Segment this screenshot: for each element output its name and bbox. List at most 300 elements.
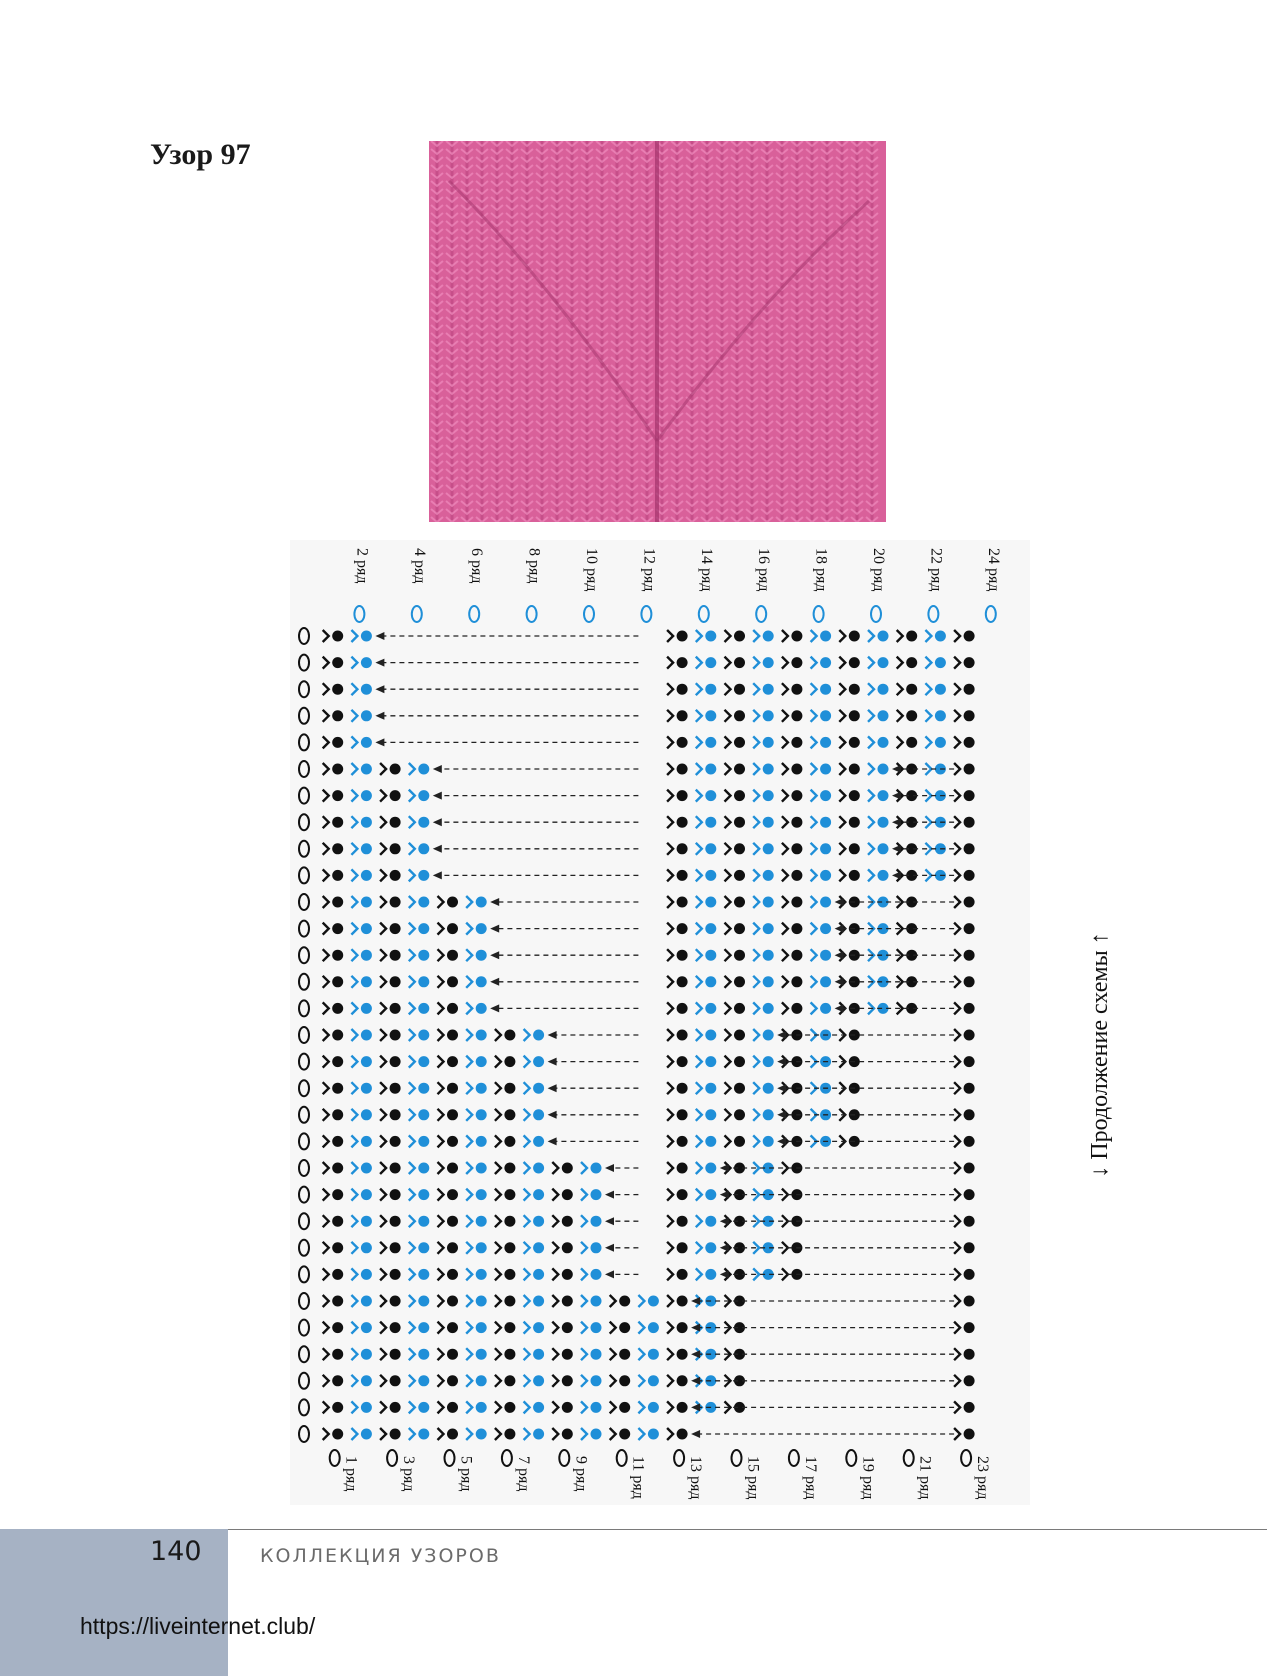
dashed-arrow bbox=[433, 845, 639, 853]
top-yarn-over-symbol bbox=[354, 606, 364, 622]
stitch-symbol bbox=[323, 683, 344, 695]
odd-row-label: 23 ряд bbox=[974, 1456, 992, 1500]
stitch-symbol bbox=[552, 1322, 573, 1334]
stitch-symbol bbox=[323, 630, 344, 642]
stitch-symbol bbox=[725, 949, 746, 961]
stitch-symbol bbox=[581, 1189, 602, 1201]
bottom-yarn-over-symbol bbox=[330, 1450, 340, 1466]
stitch-symbol bbox=[868, 843, 889, 855]
yarn-over-symbol bbox=[299, 761, 309, 777]
stitch-symbol bbox=[753, 1109, 774, 1121]
stitch-symbol bbox=[782, 816, 803, 828]
stitch-symbol bbox=[696, 1029, 717, 1041]
stitch-symbol bbox=[323, 976, 344, 988]
dashed-arrow bbox=[433, 765, 639, 773]
bottom-yarn-over-symbol bbox=[559, 1450, 569, 1466]
stitch-symbol bbox=[782, 790, 803, 802]
stitch-symbol bbox=[409, 1162, 430, 1174]
stitch-symbol bbox=[667, 976, 688, 988]
stitch-symbol bbox=[351, 1242, 372, 1254]
stitch-symbol bbox=[323, 1002, 344, 1014]
stitch-symbol bbox=[524, 1268, 545, 1280]
stitch-symbol bbox=[351, 1428, 372, 1440]
stitch-symbol bbox=[552, 1162, 573, 1174]
stitch-symbol bbox=[323, 896, 344, 908]
stitch-symbol bbox=[954, 896, 975, 908]
yarn-over-symbol bbox=[299, 867, 309, 883]
arrow-up-icon: ↑ bbox=[1087, 932, 1113, 951]
yarn-over-symbol bbox=[299, 681, 309, 697]
stitch-symbol bbox=[409, 790, 430, 802]
pattern-title: Узор 97 bbox=[150, 138, 251, 171]
stitch-symbol bbox=[380, 1215, 401, 1227]
stitch-symbol bbox=[380, 1295, 401, 1307]
stitch-symbol bbox=[323, 1056, 344, 1068]
stitch-symbol bbox=[524, 1428, 545, 1440]
stitch-symbol bbox=[839, 657, 860, 669]
stitch-symbol bbox=[753, 1056, 774, 1068]
stitch-symbol bbox=[438, 1268, 459, 1280]
even-row-label: 8 ряд bbox=[525, 548, 543, 584]
stitch-symbol bbox=[323, 1322, 344, 1334]
stitch-symbol bbox=[466, 1375, 487, 1387]
stitch-symbol bbox=[351, 1322, 372, 1334]
stitch-symbol bbox=[351, 1056, 372, 1068]
stitch-symbol bbox=[868, 736, 889, 748]
stitch-symbol bbox=[552, 1401, 573, 1413]
stitch-symbol bbox=[323, 1189, 344, 1201]
stitch-symbol bbox=[868, 657, 889, 669]
stitch-symbol bbox=[811, 869, 832, 881]
stitch-symbol bbox=[524, 1135, 545, 1147]
stitch-symbol bbox=[466, 1002, 487, 1014]
stitch-symbol bbox=[811, 657, 832, 669]
stitch-symbol bbox=[438, 1295, 459, 1307]
stitch-symbol bbox=[466, 1029, 487, 1041]
stitch-symbol bbox=[696, 630, 717, 642]
dashed-arrow bbox=[777, 1111, 954, 1119]
stitch-symbol bbox=[782, 630, 803, 642]
stitch-symbol bbox=[351, 1375, 372, 1387]
yarn-over-symbol bbox=[299, 947, 309, 963]
stitch-symbol bbox=[954, 657, 975, 669]
stitch-symbol bbox=[495, 1109, 516, 1121]
stitch-symbol bbox=[667, 1109, 688, 1121]
stitch-symbol bbox=[380, 1162, 401, 1174]
stitch-symbol bbox=[552, 1375, 573, 1387]
stitch-symbol bbox=[667, 896, 688, 908]
odd-row-label: 3 ряд bbox=[400, 1456, 418, 1492]
stitch-symbol bbox=[581, 1295, 602, 1307]
yarn-over-symbol bbox=[299, 921, 309, 937]
stitch-symbol bbox=[438, 1322, 459, 1334]
stitch-symbol bbox=[638, 1322, 659, 1334]
stitch-symbol bbox=[323, 1082, 344, 1094]
stitch-symbol bbox=[495, 1375, 516, 1387]
stitch-symbol bbox=[323, 1215, 344, 1227]
stitch-symbol bbox=[868, 630, 889, 642]
stitch-symbol bbox=[753, 1002, 774, 1014]
stitch-symbol bbox=[323, 1135, 344, 1147]
top-yarn-over-symbol bbox=[584, 606, 594, 622]
odd-row-label: 1 ряд bbox=[342, 1456, 360, 1492]
stitch-symbol bbox=[868, 710, 889, 722]
stitch-symbol bbox=[495, 1428, 516, 1440]
top-yarn-over-symbol bbox=[871, 606, 881, 622]
yarn-over-symbol bbox=[299, 1133, 309, 1149]
stitch-symbol bbox=[696, 736, 717, 748]
stitch-symbol bbox=[954, 710, 975, 722]
stitch-symbol bbox=[954, 1401, 975, 1413]
yarn-over-symbol bbox=[299, 841, 309, 857]
yarn-over-symbol bbox=[299, 655, 309, 671]
stitch-symbol bbox=[696, 949, 717, 961]
stitch-symbol bbox=[610, 1348, 631, 1360]
stitch-symbol bbox=[954, 1056, 975, 1068]
stitch-symbol bbox=[438, 1135, 459, 1147]
stitch-symbol bbox=[351, 790, 372, 802]
stitch-symbol bbox=[753, 976, 774, 988]
stitch-symbol bbox=[667, 630, 688, 642]
odd-row-label: 19 ряд bbox=[859, 1456, 877, 1500]
stitch-symbol bbox=[438, 1162, 459, 1174]
bottom-yarn-over-symbol bbox=[674, 1450, 684, 1466]
stitch-symbol bbox=[753, 843, 774, 855]
dashed-arrow bbox=[375, 738, 638, 746]
stitch-symbol bbox=[380, 790, 401, 802]
stitch-symbol bbox=[638, 1428, 659, 1440]
stitch-symbol bbox=[409, 949, 430, 961]
stitch-symbol bbox=[380, 1401, 401, 1413]
dashed-arrow bbox=[433, 871, 639, 879]
stitch-symbol bbox=[753, 1082, 774, 1094]
stitch-symbol bbox=[466, 1295, 487, 1307]
stitch-symbol bbox=[581, 1242, 602, 1254]
stitch-symbol bbox=[323, 1242, 344, 1254]
stitch-symbol bbox=[667, 1215, 688, 1227]
stitch-symbol bbox=[667, 763, 688, 775]
stitch-symbol bbox=[667, 1242, 688, 1254]
top-yarn-over-symbol bbox=[928, 606, 938, 622]
stitch-symbol bbox=[466, 896, 487, 908]
stitch-symbol bbox=[954, 1162, 975, 1174]
stitch-symbol bbox=[409, 869, 430, 881]
stitch-symbol bbox=[466, 1135, 487, 1147]
stitch-symbol bbox=[782, 710, 803, 722]
stitch-symbol bbox=[925, 710, 946, 722]
even-row-label: 2 ряд bbox=[353, 548, 371, 584]
stitch-symbol bbox=[351, 843, 372, 855]
bottom-yarn-over-symbol bbox=[961, 1450, 971, 1466]
stitch-symbol bbox=[380, 1135, 401, 1147]
stitch-symbol bbox=[696, 1056, 717, 1068]
stitch-symbol bbox=[466, 1056, 487, 1068]
stitch-symbol bbox=[495, 1189, 516, 1201]
stitch-symbol bbox=[667, 1428, 688, 1440]
stitch-symbol bbox=[323, 710, 344, 722]
stitch-symbol bbox=[954, 843, 975, 855]
yarn-over-symbol bbox=[299, 974, 309, 990]
stitch-symbol bbox=[323, 657, 344, 669]
stitch-symbol bbox=[811, 683, 832, 695]
stitch-symbol bbox=[725, 790, 746, 802]
dashed-arrow bbox=[605, 1191, 638, 1199]
stitch-symbol bbox=[839, 790, 860, 802]
stitch-symbol bbox=[438, 896, 459, 908]
stitch-symbol bbox=[954, 1295, 975, 1307]
dashed-arrow bbox=[433, 818, 639, 826]
continuation-text: Продолжение схемы bbox=[1087, 950, 1113, 1160]
stitch-symbol bbox=[667, 790, 688, 802]
stitch-symbol bbox=[897, 657, 918, 669]
dashed-arrow bbox=[548, 1031, 639, 1039]
stitch-symbol bbox=[466, 1348, 487, 1360]
stitch-symbol bbox=[696, 816, 717, 828]
stitch-symbol bbox=[696, 1002, 717, 1014]
stitch-symbol bbox=[725, 1135, 746, 1147]
stitch-symbol bbox=[811, 763, 832, 775]
stitch-symbol bbox=[696, 1189, 717, 1201]
stitch-symbol bbox=[323, 1401, 344, 1413]
stitch-symbol bbox=[667, 1135, 688, 1147]
stitch-symbol bbox=[897, 630, 918, 642]
stitch-symbol bbox=[351, 1135, 372, 1147]
stitch-symbol bbox=[696, 1268, 717, 1280]
dashed-arrow bbox=[375, 712, 638, 720]
stitch-symbol bbox=[954, 949, 975, 961]
stitch-symbol bbox=[409, 1295, 430, 1307]
stitch-symbol bbox=[380, 843, 401, 855]
stitch-symbol bbox=[351, 1189, 372, 1201]
yarn-over-symbol bbox=[299, 1000, 309, 1016]
stitch-symbol bbox=[495, 1056, 516, 1068]
dashed-arrow bbox=[605, 1270, 638, 1278]
dashed-arrow bbox=[490, 978, 638, 986]
odd-row-label: 7 ряд bbox=[514, 1456, 532, 1492]
stitch-symbol bbox=[351, 1348, 372, 1360]
stitch-symbol bbox=[696, 896, 717, 908]
yarn-over-symbol bbox=[299, 1213, 309, 1229]
dashed-arrow bbox=[691, 1430, 954, 1438]
stitch-symbol bbox=[811, 630, 832, 642]
stitch-symbol bbox=[351, 816, 372, 828]
yarn-over-symbol bbox=[299, 788, 309, 804]
top-yarn-over-symbol bbox=[814, 606, 824, 622]
stitch-symbol bbox=[696, 1082, 717, 1094]
stitch-symbol bbox=[524, 1401, 545, 1413]
dashed-arrow bbox=[777, 1084, 954, 1092]
stitch-symbol bbox=[725, 763, 746, 775]
stitch-symbol bbox=[438, 1428, 459, 1440]
dashed-arrow bbox=[548, 1137, 639, 1145]
stitch-symbol bbox=[725, 1056, 746, 1068]
stitch-symbol bbox=[409, 816, 430, 828]
yarn-over-symbol bbox=[299, 1426, 309, 1442]
top-yarn-over-symbol bbox=[756, 606, 766, 622]
bottom-yarn-over-symbol bbox=[904, 1450, 914, 1466]
stitch-symbol bbox=[581, 1375, 602, 1387]
stitch-symbol bbox=[667, 736, 688, 748]
stitch-symbol bbox=[524, 1348, 545, 1360]
stitch-symbol bbox=[782, 1002, 803, 1014]
stitch-symbol bbox=[409, 1322, 430, 1334]
stitch-symbol bbox=[552, 1242, 573, 1254]
stitch-symbol bbox=[323, 1162, 344, 1174]
stitch-symbol bbox=[868, 763, 889, 775]
stitch-symbol bbox=[696, 1162, 717, 1174]
stitch-symbol bbox=[954, 790, 975, 802]
stitch-symbol bbox=[351, 736, 372, 748]
stitch-symbol bbox=[581, 1348, 602, 1360]
stitch-symbol bbox=[552, 1215, 573, 1227]
stitch-symbol bbox=[581, 1401, 602, 1413]
stitch-symbol bbox=[380, 1109, 401, 1121]
stitch-symbol bbox=[954, 1082, 975, 1094]
stitch-symbol bbox=[696, 790, 717, 802]
stitch-symbol bbox=[323, 1029, 344, 1041]
stitch-symbol bbox=[638, 1401, 659, 1413]
odd-row-label: 9 ряд bbox=[572, 1456, 590, 1492]
stitch-symbol bbox=[438, 1348, 459, 1360]
stitch-symbol bbox=[753, 763, 774, 775]
stitch-symbol bbox=[696, 976, 717, 988]
stitch-symbol bbox=[323, 843, 344, 855]
stitch-symbol bbox=[954, 816, 975, 828]
stitch-symbol bbox=[954, 1135, 975, 1147]
yarn-over-symbol bbox=[299, 1107, 309, 1123]
stitch-symbol bbox=[409, 1056, 430, 1068]
stitch-symbol bbox=[524, 1189, 545, 1201]
stitch-symbol bbox=[409, 1029, 430, 1041]
stitch-symbol bbox=[438, 1002, 459, 1014]
stitch-symbol bbox=[351, 657, 372, 669]
stitch-symbol bbox=[868, 869, 889, 881]
stitch-symbol bbox=[725, 1002, 746, 1014]
stitch-symbol bbox=[323, 1268, 344, 1280]
even-row-label: 4 ряд bbox=[410, 548, 428, 584]
stitch-symbol bbox=[495, 1401, 516, 1413]
yarn-over-symbol bbox=[299, 814, 309, 830]
stitch-symbol bbox=[466, 1401, 487, 1413]
stitch-symbol bbox=[495, 1322, 516, 1334]
stitch-symbol bbox=[839, 869, 860, 881]
stitch-symbol bbox=[954, 736, 975, 748]
odd-row-label: 21 ряд bbox=[916, 1456, 934, 1500]
stitch-symbol bbox=[552, 1428, 573, 1440]
stitch-symbol bbox=[438, 1189, 459, 1201]
stitch-symbol bbox=[351, 869, 372, 881]
stitch-symbol bbox=[409, 1082, 430, 1094]
stitch-symbol bbox=[409, 1428, 430, 1440]
stitch-symbol bbox=[897, 710, 918, 722]
stitch-symbol bbox=[667, 710, 688, 722]
stitch-symbol bbox=[466, 1322, 487, 1334]
knitting-chart bbox=[290, 540, 1030, 1505]
stitch-symbol bbox=[667, 949, 688, 961]
stitch-symbol bbox=[351, 1295, 372, 1307]
stitch-symbol bbox=[351, 1109, 372, 1121]
stitch-symbol bbox=[753, 657, 774, 669]
stitch-symbol bbox=[438, 976, 459, 988]
stitch-symbol bbox=[667, 1189, 688, 1201]
page-number: 140 bbox=[150, 1536, 202, 1567]
odd-row-label: 17 ряд bbox=[801, 1456, 819, 1500]
stitch-symbol bbox=[351, 976, 372, 988]
stitch-symbol bbox=[409, 896, 430, 908]
stitch-symbol bbox=[409, 1348, 430, 1360]
stitch-symbol bbox=[351, 923, 372, 935]
stitch-symbol bbox=[638, 1295, 659, 1307]
stitch-symbol bbox=[323, 923, 344, 935]
stitch-symbol bbox=[438, 1215, 459, 1227]
top-yarn-over-symbol bbox=[527, 606, 537, 622]
knitted-sample-photo bbox=[429, 141, 886, 522]
stitch-symbol bbox=[868, 683, 889, 695]
stitch-symbol bbox=[466, 923, 487, 935]
stitch-symbol bbox=[351, 1215, 372, 1227]
stitch-symbol bbox=[409, 1401, 430, 1413]
bottom-yarn-over-symbol bbox=[617, 1450, 627, 1466]
stitch-symbol bbox=[753, 949, 774, 961]
stitch-symbol bbox=[753, 790, 774, 802]
bottom-yarn-over-symbol bbox=[387, 1450, 397, 1466]
stitch-symbol bbox=[351, 763, 372, 775]
stitch-symbol bbox=[667, 923, 688, 935]
stitch-symbol bbox=[495, 1215, 516, 1227]
dashed-arrow bbox=[375, 659, 638, 667]
stitch-symbol bbox=[438, 949, 459, 961]
stitch-symbol bbox=[581, 1428, 602, 1440]
stitch-symbol bbox=[495, 1135, 516, 1147]
stitch-symbol bbox=[438, 1401, 459, 1413]
stitch-symbol bbox=[438, 1109, 459, 1121]
stitch-symbol bbox=[782, 736, 803, 748]
stitch-symbol bbox=[954, 1109, 975, 1121]
bottom-yarn-over-symbol bbox=[789, 1450, 799, 1466]
stitch-symbol bbox=[495, 1268, 516, 1280]
stitch-symbol bbox=[409, 1242, 430, 1254]
stitch-symbol bbox=[466, 1109, 487, 1121]
stitch-symbol bbox=[753, 869, 774, 881]
stitch-symbol bbox=[466, 1189, 487, 1201]
stitch-symbol bbox=[380, 949, 401, 961]
section-title: КОЛЛЕКЦИЯ УЗОРОВ bbox=[260, 1545, 501, 1567]
top-yarn-over-symbol bbox=[412, 606, 422, 622]
bottom-yarn-over-symbol bbox=[502, 1450, 512, 1466]
stitch-symbol bbox=[581, 1322, 602, 1334]
stitch-symbol bbox=[438, 923, 459, 935]
stitch-symbol bbox=[409, 1002, 430, 1014]
stitch-symbol bbox=[954, 630, 975, 642]
stitch-symbol bbox=[323, 1109, 344, 1121]
stitch-symbol bbox=[380, 1322, 401, 1334]
dashed-arrow bbox=[490, 898, 638, 906]
stitch-symbol bbox=[351, 1029, 372, 1041]
dashed-arrow bbox=[490, 1004, 638, 1012]
stitch-symbol bbox=[925, 657, 946, 669]
stitch-symbol bbox=[696, 1135, 717, 1147]
yarn-over-symbol bbox=[299, 708, 309, 724]
stitch-symbol bbox=[380, 1056, 401, 1068]
dashed-arrow bbox=[375, 685, 638, 693]
stitch-symbol bbox=[954, 1242, 975, 1254]
stitch-symbol bbox=[897, 736, 918, 748]
dashed-arrow bbox=[490, 951, 638, 959]
stitch-symbol bbox=[839, 683, 860, 695]
stitch-symbol bbox=[438, 1242, 459, 1254]
dashed-arrow bbox=[777, 1031, 954, 1039]
stitch-symbol bbox=[811, 710, 832, 722]
